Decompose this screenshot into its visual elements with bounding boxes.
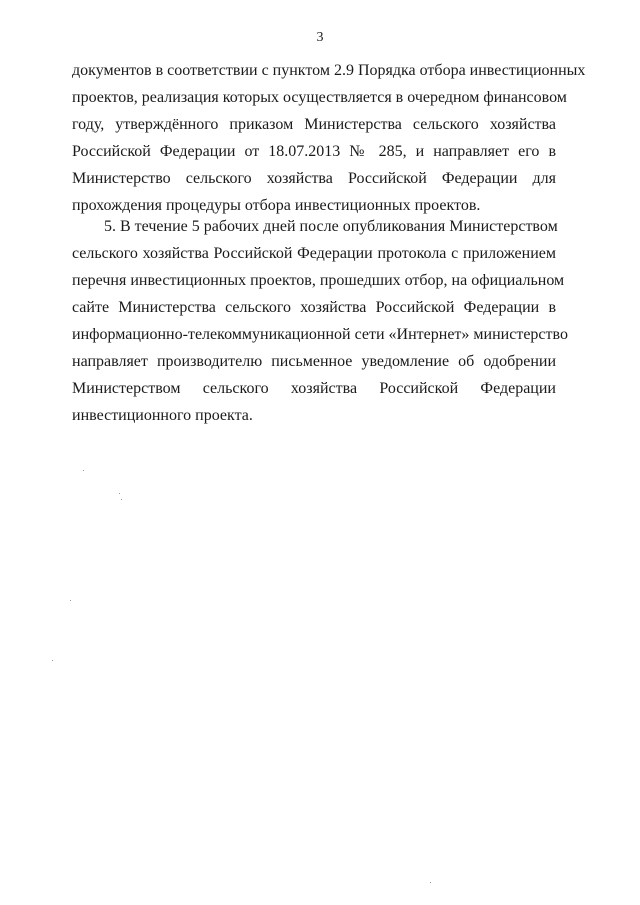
paragraph-line: году, утверждённого приказом Министерства сельского хозяйства <box>72 116 556 133</box>
scan-speck <box>52 660 53 661</box>
scan-speck <box>430 882 431 883</box>
paragraph-line: Министерством сельского хозяйства Российской Федерации <box>72 380 556 397</box>
paragraph-line: сайте Министерства сельского хозяйства Российской Федерации в <box>72 299 556 316</box>
scan-speck <box>70 600 71 601</box>
paragraph-line: Российской Федерации от 18.07.2013 № 285, и направляет его в <box>72 143 556 160</box>
paragraph-line: информационно-телекоммуникационной сети «Интернет» министерство <box>72 326 568 343</box>
scan-speck <box>119 493 120 494</box>
paragraph-line: перечня инвестиционных проектов, прошедших отбор, на официальном <box>72 272 565 289</box>
paragraph-continuation <box>72 57 586 219</box>
paragraph-line: Министерство сельского хозяйства Российской Федерации для <box>72 170 556 187</box>
scan-speck <box>121 499 122 500</box>
paragraph-line: прохождения процедуры отбора инвестиционных проектов. <box>72 197 481 214</box>
paragraph-line: документов в соответствии с пунктом 2.9 Порядка отбора инвестиционных <box>72 62 586 79</box>
page-number: 3 <box>316 30 324 45</box>
scan-speck <box>83 470 84 471</box>
paragraph-line: сельского хозяйства Российской Федерации протокола с приложением <box>72 245 556 262</box>
paragraph-line: проектов, реализация которых осуществляется в очередном финансовом <box>72 89 567 106</box>
paragraph-line: 5. В течение 5 рабочих дней после опубликования Министерством <box>104 218 558 235</box>
paragraph-line: инвестиционного проекта. <box>72 407 253 424</box>
paragraph-line: направляет производителю письменное уведомление об одобрении <box>72 353 556 370</box>
paragraph-item-5 <box>72 213 568 429</box>
